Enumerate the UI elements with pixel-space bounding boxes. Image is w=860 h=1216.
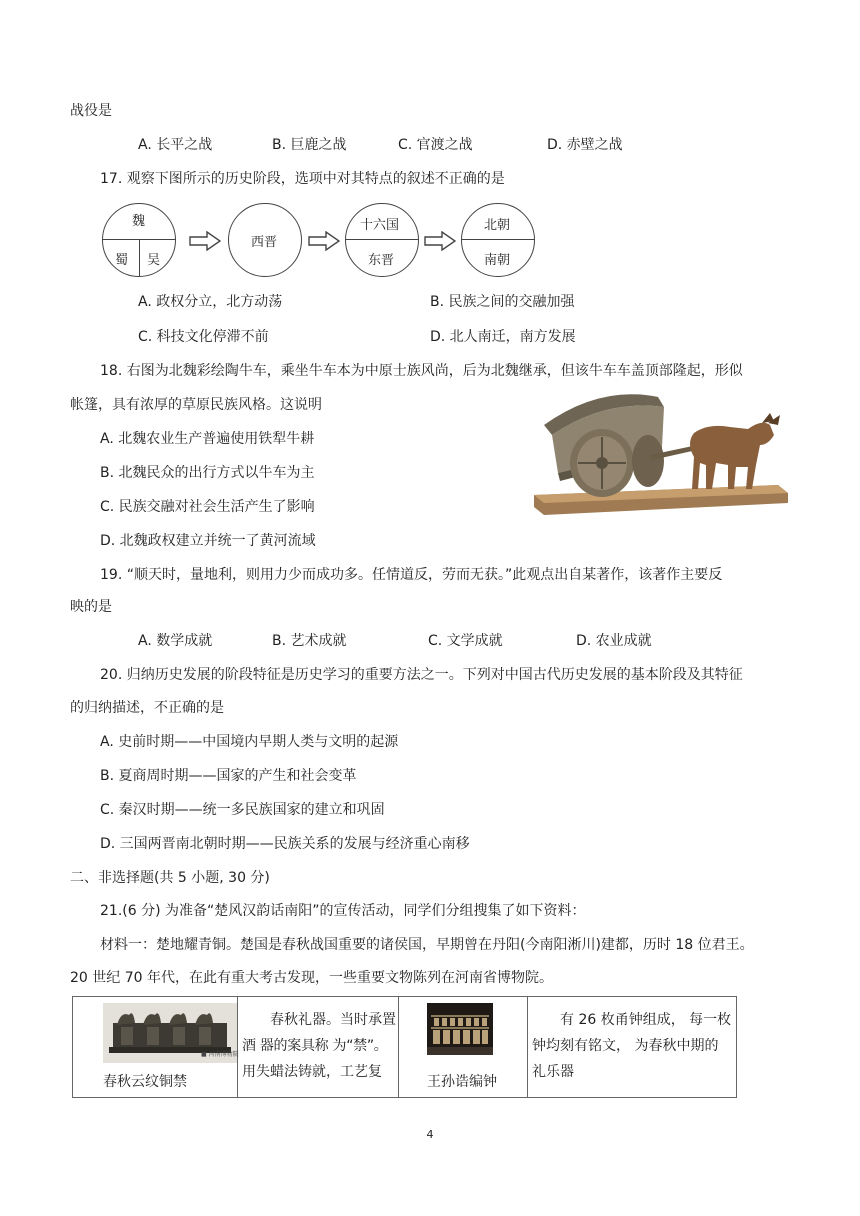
q19-stem-line1: 19. “顺天时，量地利，则用力少而成功多。任情道反，劳而无获。”此观点出自某著作，该著作主要反	[100, 567, 723, 583]
diagram-label-eastern-jin: 东晋	[368, 253, 395, 268]
relic-2-cell	[399, 997, 528, 1098]
diagram-label-shu: 蜀	[115, 253, 129, 268]
diagram-label-northern-dynasties: 北朝	[484, 218, 511, 233]
diagram-label-western-jin: 西晋	[251, 235, 278, 250]
q16-option-d: D. 赤壁之战	[547, 137, 623, 153]
diagram-label-southern-dynasties: 南朝	[484, 253, 511, 268]
q19-stem-line2: 映的是	[70, 599, 112, 615]
q16-stem-tail: 战役是	[70, 103, 112, 119]
diagram-label-wu: 吴	[147, 253, 161, 268]
q20-option-b: B. 夏商周时期——国家的产生和社会变革	[100, 768, 357, 784]
q18-stem-line2: 帐篷，具有浓厚的草原民族风格。这说明	[70, 397, 322, 413]
ox-cart-image	[530, 385, 792, 520]
q17-option-d: D. 北人南迁，南方发展	[430, 329, 576, 345]
diagram-label-wei: 魏	[132, 214, 146, 229]
q21-material-line2: 20 世纪 70 年代，在此有重大考古发现，一些重要文物陈列在河南省博物院。	[70, 970, 553, 986]
diagram-arrow-2	[308, 231, 340, 251]
q18-option-a: A. 北魏农业生产普遍使用铁犁牛耕	[100, 431, 315, 447]
q20-option-c: C. 秦汉时期——统一多民族国家的建立和巩固	[100, 802, 385, 818]
q17-stem: 17. 观察下图所示的历史阶段，选项中对其特点的叙述不正确的是	[100, 171, 505, 187]
q16-option-b: B. 巨鹿之战	[272, 137, 347, 153]
q18-stem-line1: 18. 右图为北魏彩绘陶牛车，乘坐牛车本为中原士族风尚，后为北魏继承，但该牛车车盖顶部隆起，形似	[100, 363, 743, 379]
q17-option-c: C. 科技文化停滞不前	[138, 329, 269, 345]
q16-option-a: A. 长平之战	[138, 137, 213, 153]
relics-table	[72, 996, 737, 1098]
relic-2-desc-line3: 礼乐器	[532, 1064, 574, 1080]
q17-option-a: A. 政权分立，北方动荡	[138, 294, 283, 310]
q17-option-b: B. 民族之间的交融加强	[430, 294, 575, 310]
q19-option-c: C. 文学成就	[428, 633, 503, 649]
q16-option-c: C. 官渡之战	[398, 137, 473, 153]
relic-1-name: 春秋云纹铜禁	[103, 1074, 187, 1090]
relic-2-desc-line1: 有 26 枚甬钟组成， 每一枚	[560, 1012, 732, 1028]
page-number: 4	[426, 1128, 434, 1141]
relic-1-description	[238, 997, 399, 1098]
q18-option-b: B. 北魏民众的出行方式以牛车为主	[100, 465, 315, 481]
diagram-arrow-1	[189, 231, 221, 251]
relic-1-desc-line1: 春秋礼器。当时承置	[270, 1012, 396, 1028]
section-2-heading: 二、非选择题(共 5 小题, 30 分)	[70, 870, 270, 886]
relic-2-name: 王孙诰编钟	[427, 1074, 497, 1090]
q21-stem: 21.(6 分) 为准备“楚风汉韵话南阳”的宣传活动，同学们分组搜集了如下资料：	[100, 903, 586, 919]
q20-stem-line2: 的归纳描述，不正确的是	[70, 700, 224, 716]
q19-option-b: B. 艺术成就	[272, 633, 347, 649]
q18-option-c: C. 民族交融对社会生活产生了影响	[100, 499, 315, 515]
q20-option-d: D. 三国两晋南北朝时期——民族关系的发展与经济重心南移	[100, 836, 470, 852]
relic-1-desc-line3: 用失蜡法铸就，工艺复	[242, 1064, 382, 1080]
bianzhong-image	[427, 1003, 493, 1055]
q20-stem-line1: 20. 归纳历史发展的阶段特征是历史学习的重要方法之一。下列对中国古代历史发展的基本阶段及其特征	[100, 667, 743, 683]
q19-option-a: A. 数学成就	[138, 633, 213, 649]
relic-2-desc-line2: 钟均刻有铭文， 为春秋中期的	[532, 1038, 719, 1054]
diagram-arrow-3	[424, 231, 456, 251]
diagram-label-sixteen-kingdoms: 十六国	[360, 218, 400, 233]
q21-material-line1: 材料一：楚地耀青铜。楚国是春秋战国重要的诸侯国，早期曾在丹阳(今南阳淅川)建都，历时 18 位君王。	[100, 937, 754, 953]
q20-option-a: A. 史前时期——中国境内早期人类与文明的起源	[100, 734, 399, 750]
relic-2-description	[528, 997, 737, 1098]
q19-option-d: D. 农业成就	[576, 633, 652, 649]
bronze-jin-watermark: ■ 河南博物院	[201, 1051, 239, 1058]
q18-option-d: D. 北魏政权建立并统一了黄河流域	[100, 533, 316, 549]
relic-1-desc-line2: 酒 器的案具称 为“禁”。	[242, 1038, 388, 1054]
relic-1-cell	[73, 997, 238, 1098]
